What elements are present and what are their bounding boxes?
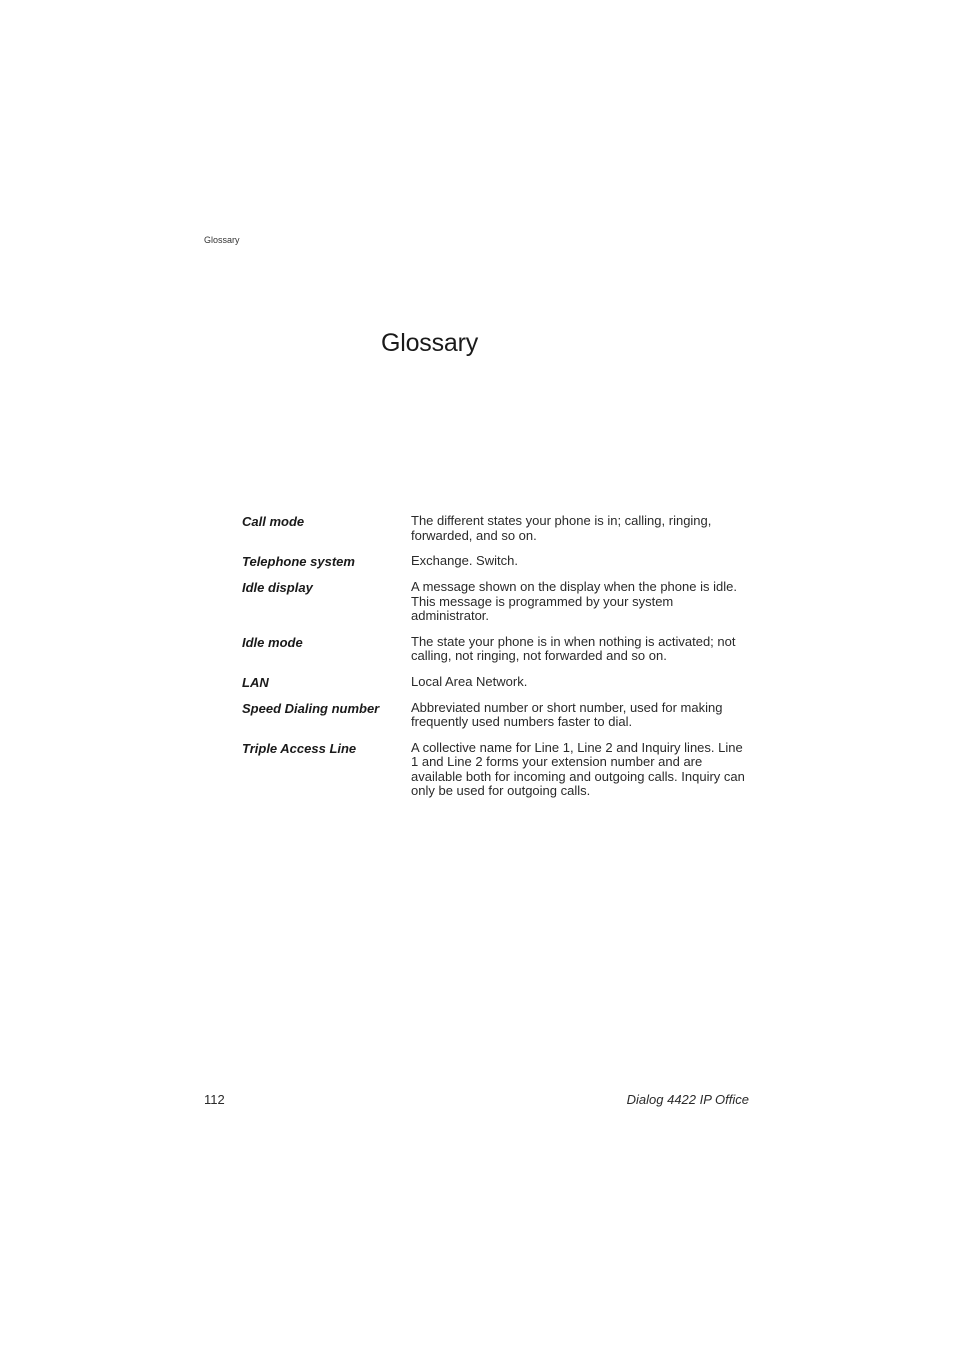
glossary-term: LAN [242, 674, 269, 690]
glossary-definition: The state your phone is in when nothing is activated; not calling, not ringing, not forwarded and so on. [411, 633, 736, 663]
glossary-definition: A collective name for Line 1, Line 2 and Inquiry lines. Line 1 and Line 2 forms your extension number and are available both for incoming and outgoing calls. Inquiry can only be used for outgoing calls. [411, 739, 745, 798]
page-number: 112 [204, 1092, 225, 1107]
glossary-entry [242, 635, 752, 664]
glossary-entry [242, 675, 752, 690]
glossary-term: Idle mode [242, 634, 303, 650]
page-title: Glossary [381, 329, 479, 357]
glossary-entry [242, 701, 752, 730]
glossary-definition: A message shown on the display when the phone is idle. This message is programmed by your system administrator. [411, 579, 737, 623]
glossary-definition: Abbreviated number or short number, used for making frequently used numbers faster to dial. [411, 699, 723, 729]
running-header: Glossary [204, 235, 240, 245]
glossary-entry [242, 554, 752, 569]
document-title: Dialog 4422 IP Office [626, 1092, 749, 1107]
glossary-term: Speed Dialing number [242, 700, 380, 716]
glossary-term: Triple Access Line [242, 740, 357, 756]
glossary-term: Telephone system [242, 554, 355, 569]
glossary-term: Call mode [242, 514, 305, 529]
glossary-entry [242, 514, 752, 543]
glossary-definition: The different states your phone is in; calling, ringing, forwarded, and so on. [411, 513, 712, 543]
glossary-list [242, 514, 752, 810]
glossary-term: Idle display [242, 580, 313, 595]
glossary-definition: Local Area Network. [411, 673, 528, 689]
glossary-definition: Exchange. Switch. [411, 553, 518, 568]
glossary-entry [242, 741, 752, 799]
glossary-entry [242, 580, 752, 624]
